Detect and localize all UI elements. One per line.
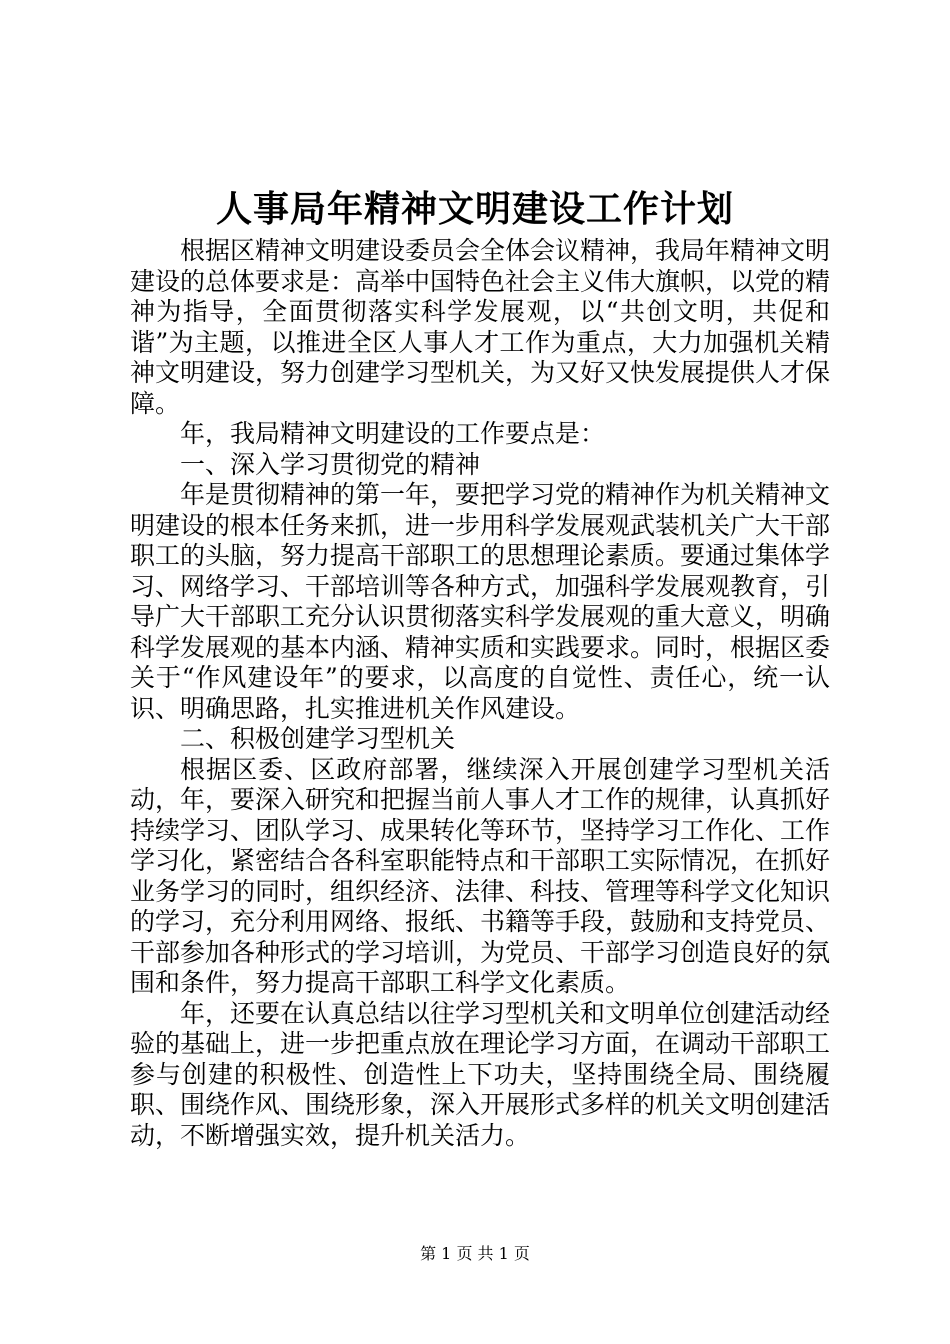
- paragraph-section-2b: 年，还要在认真总结以往学习型机关和文明单位创建活动经验的基础上，进一步把重点放在理论学习方面，在调动干部职工参与创建的积极性、创造性上下功夫，坚持围绕全局、围绕履职、围绕作风、围绕形象，深入开展形式多样的机关文明创建活动，不断增强实效，提升机关活力。: [130, 998, 831, 1150]
- paragraph-intro: 根据区精神文明建设委员会全体会议精神，我局年精神文明建设的总体要求是：高举中国特色社会主义伟大旗帜，以党的精神为指导，全面贯彻落实科学发展观，以“共创文明，共促和谐”为主题，以推进全区人事人才工作为重点，大力加强机关精神文明建设，努力创建学习型机关，为又好又快发展提供人才保障。: [130, 236, 831, 418]
- page-footer: 第 1 页 共 1 页: [420, 1244, 530, 1263]
- paragraph-section-2a: 根据区委、区政府部署，继续深入开展创建学习型机关活动，年，要深入研究和把握当前人事人才工作的规律，认真抓好持续学习、团队学习、成果转化等环节，坚持学习工作化、工作学习化，紧密结合各科室职能特点和干部职工实际情况，在抓好业务学习的同时，组织经济、法律、科技、管理等科学文化知识的学习，充分利用网络、报纸、书籍等手段，鼓励和支持党员、干部参加各种形式的学习培训，为党员、干部学习创造良好的氛围和条件，努力提高干部职工科学文化素质。: [130, 754, 831, 997]
- paragraph-key-points: 年，我局精神文明建设的工作要点是：: [180, 419, 606, 448]
- document-title: 人事局年精神文明建设工作计划: [215, 188, 734, 230]
- paragraph-section-1: 年是贯彻精神的第一年，要把学习党的精神作为机关精神文明建设的根本任务来抓，进一步用科学发展观武装机关广大干部职工的头脑，努力提高干部职工的思想理论素质。要通过集体学习、网络学习、干部培训等各种方式，加强科学发展观教育，引导广大干部职工充分认识贯彻落实科学发展观的重大意义，明确科学发展观的基本内涵、精神实质和实践要求。同时，根据区委关于“作风建设年”的要求，以高度的自觉性、责任心，统一认识、明确思路，扎实推进机关作风建设。: [130, 480, 831, 723]
- section-heading-1: 一、深入学习贯彻党的精神: [180, 449, 481, 479]
- document-body: [130, 236, 830, 1151]
- section-heading-2: 二、积极创建学习型机关: [180, 724, 456, 753]
